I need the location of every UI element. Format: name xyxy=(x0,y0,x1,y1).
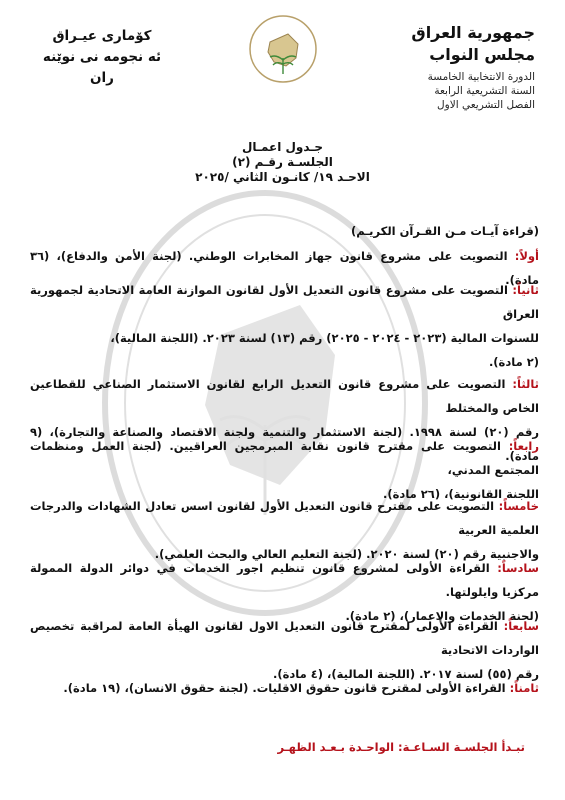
item-text: القراءة الأولى لمقترح قانون التعديل الاول لقانون الهيأة العامة لمراقبة تخصيص الواردات الاتحادية xyxy=(30,619,539,657)
item-text: التصويت على مشروع قانون جهاز المخابرات الوطني. (لجنة الأمن والدفاع)، (٣٦ مادة). xyxy=(30,249,539,287)
kurdish-council-name: ئه نجومه نی نوێنه ران xyxy=(42,49,162,86)
item-label: رابعاً: xyxy=(508,439,539,453)
session-start-time: تبـدأ الجلسـة السـاعـة: الواحـدة بـعـد الظهـر xyxy=(277,740,525,754)
item-text: اللجنة القانونية)، (٢٦ مادة). xyxy=(383,487,539,501)
item-label: أولاً: xyxy=(514,249,539,263)
parliament-logo xyxy=(246,14,320,84)
council-name: مجلس النواب xyxy=(429,45,535,64)
item-text: رقم (٥٥) لسنة ٢٠١٧. (اللجنة المالية)، (٤ مادة). xyxy=(272,667,539,681)
opening-quran-reading: (قراءة آيـات مـن القـرآن الكريـم) xyxy=(350,224,539,238)
session-number: الجلسـة رقـم (٢) xyxy=(232,155,333,169)
item-label: خامساً: xyxy=(498,499,539,513)
item-text: التصويت على مقترح قانون التعديل الأول لقانون اسس تعادل الشهادات والدرجات العلمية العربية xyxy=(30,499,539,537)
item-text: القراءة الأولى لمقترح قانون حقوق الاقليات. (لجنة حقوق الانسان)، (١٩ مادة). xyxy=(63,681,506,695)
agenda-item-2 xyxy=(30,278,539,374)
item-label: ثامناً: xyxy=(509,681,539,695)
item-text: والاجنبية رقم (٢٠) لسنة ٢٠٢٠. (لجنة التعليم العالي والبحث العلمي). xyxy=(154,547,539,561)
item-text: للسنوات المالية (٢٠٢٣ - ٢٠٢٤ - ٢٠٢٥) رقم (١٣) لسنة ٢٠٢٣. (اللجنة المالية)، xyxy=(110,331,539,345)
item-text: رقم (٢٠) لسنة ١٩٩٨. (لجنة الاستثمار والتنمية ولجنة الاقتصاد والصناعة والتجارة)، (٩ مادة). xyxy=(30,425,539,463)
item-text: التصويت على مقترح قانون نقابة المبرمجين العراقيين. (لجنة العمل ومنظمات المجتمع المدني، xyxy=(30,439,539,477)
agenda-title: جـدول اعمـال xyxy=(241,140,324,154)
session-date: الاحـد ١٩/ كانـون الثاني /٢٠٢٥ xyxy=(195,170,370,184)
item-text: (لجنة الخدمات والاعمار)، (٢ مادة). xyxy=(345,609,539,623)
item-text: التصويت على مشروع قانون التعديل الرابع لقانون الاستثمار الصناعي للقطاعين الخاص والمختلط xyxy=(30,377,539,415)
item-label: ثالثاً: xyxy=(512,377,539,391)
item-text: التصويت على مشروع قانون التعديل الأول لقانون الموازنة العامة الاتحادية لجمهورية العراق xyxy=(30,283,539,321)
electoral-term: الدورة الانتخابية الخامسة xyxy=(427,71,535,83)
item-label: ثانياً: xyxy=(512,283,539,297)
agenda-heading xyxy=(0,140,565,185)
item-label: سادساً: xyxy=(497,561,539,575)
item-text: القراءة الأولى لمشروع قانون تنظيم اجور الخدمات في دوائر الدولة الممولة مركزيا وايلولتها. xyxy=(30,561,539,599)
legislative-term: الفصل التشريعي الاول xyxy=(437,99,535,111)
item-text: (٢ مادة). xyxy=(488,355,539,369)
agenda-item-8 xyxy=(30,676,539,700)
header-left-block xyxy=(42,26,162,89)
item-label: سابعاً: xyxy=(503,619,539,633)
legislative-year: السنة التشريعية الرابعة xyxy=(434,85,535,97)
header-right-block xyxy=(411,22,535,112)
country-name: جمهورية العراق xyxy=(411,23,535,42)
kurdish-country-name: كۆماری عيـراق xyxy=(52,28,152,44)
